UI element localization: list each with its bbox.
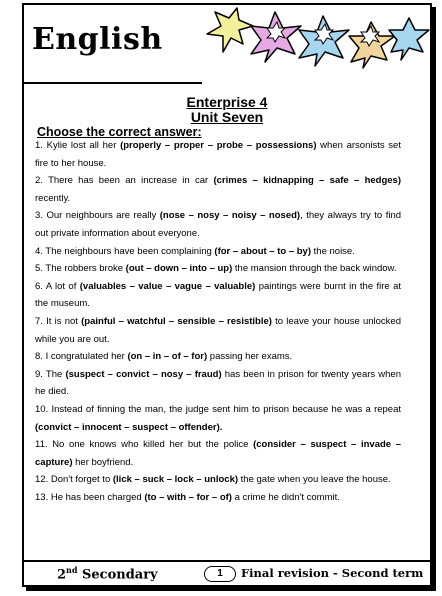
question-item bbox=[35, 243, 401, 261]
question-item bbox=[35, 348, 401, 366]
question-item bbox=[35, 436, 401, 471]
question-item bbox=[35, 401, 401, 436]
question-text-end: the gate when you leave the house. bbox=[238, 474, 391, 486]
question-text: I congratulated her bbox=[45, 351, 128, 363]
question-number: 5. bbox=[35, 263, 43, 275]
question-text-end: to leave your house unlocked while you are out. bbox=[35, 315, 401, 345]
answer-options: (on – in – of – for) bbox=[127, 351, 208, 363]
question-text: Don't forget to bbox=[50, 474, 113, 486]
question-number: 2. bbox=[35, 175, 43, 187]
unit-title: Unit Seven bbox=[190, 109, 264, 125]
question-number: 4. bbox=[35, 245, 43, 257]
question-text: The robbers broke bbox=[45, 263, 126, 275]
question-item bbox=[35, 172, 401, 207]
question-number: 11. bbox=[35, 439, 48, 451]
star-icon bbox=[389, 18, 429, 60]
question-text-end: passing her exams. bbox=[207, 351, 293, 363]
question-number: 6. bbox=[35, 280, 43, 292]
term-label: Final revision - Second term bbox=[241, 566, 424, 580]
answer-options: (to – with – for – of) bbox=[144, 491, 232, 503]
question-text: There has been an increase in car bbox=[48, 175, 214, 187]
question-text: A lot of bbox=[45, 280, 80, 292]
answer-options: (nose – nosy – noisy – nosed) bbox=[159, 210, 301, 222]
answer-options: (properly – proper – probe – possessions) bbox=[120, 140, 317, 151]
question-number: 1. bbox=[35, 140, 43, 151]
question-text: He has been charged bbox=[50, 491, 145, 503]
answer-options: (painful – watchful – sensible – resistible) bbox=[81, 315, 272, 327]
question-list bbox=[35, 137, 401, 506]
star-icon bbox=[207, 8, 253, 52]
question-item bbox=[35, 260, 401, 278]
question-text: The bbox=[45, 368, 66, 380]
question-text-end: , they always try to find out private information about everyone. bbox=[35, 210, 402, 239]
question-text-end: her boyfriend. bbox=[72, 456, 134, 468]
question-item bbox=[35, 489, 401, 507]
answer-options: (suspect – convict – nosy – fraud) bbox=[65, 368, 222, 380]
question-number: 13. bbox=[35, 491, 49, 503]
question-item bbox=[35, 278, 401, 313]
question-number: 3. bbox=[35, 210, 43, 222]
question-item bbox=[35, 366, 401, 401]
answer-options: (consider – suspect – invade – capture) bbox=[35, 439, 402, 468]
question-item bbox=[35, 137, 401, 172]
header-divider bbox=[22, 82, 202, 84]
question-text-end: recently. bbox=[35, 192, 71, 204]
book-title: Enterprise 4 bbox=[186, 94, 268, 110]
question-text-end: paintings were burnt in the fire at the museum. bbox=[35, 280, 402, 310]
stars-decoration bbox=[195, 6, 435, 86]
page-number: 1 bbox=[204, 566, 236, 582]
grade-label: 2nd Secondary bbox=[57, 565, 158, 583]
question-number: 12. bbox=[35, 474, 49, 486]
question-text: Our neighbours are really bbox=[46, 210, 160, 222]
question-text: It is not bbox=[46, 315, 82, 327]
answer-options: (convict – innocent – suspect – offender). bbox=[35, 421, 223, 433]
question-number: 9. bbox=[35, 368, 43, 380]
brand-title: English bbox=[32, 22, 163, 57]
question-number: 7. bbox=[35, 315, 43, 327]
answer-options: (lick – suck – lock – unlock) bbox=[112, 474, 239, 486]
footer-divider bbox=[22, 560, 432, 562]
answer-options: (out – down – into – up) bbox=[125, 263, 233, 275]
question-text: The neighbours have been complaining bbox=[45, 245, 215, 257]
question-text-end: a crime he didn't commit. bbox=[231, 491, 340, 503]
answer-options: (for – about – to – by) bbox=[214, 245, 312, 257]
question-number: 10. bbox=[35, 403, 49, 415]
question-item bbox=[35, 207, 401, 242]
question-item bbox=[35, 471, 401, 489]
question-item bbox=[35, 313, 401, 348]
question-text-end: when arsonists set fire to her house. bbox=[35, 140, 401, 169]
question-number: 8. bbox=[35, 351, 43, 363]
answer-options: (crimes – kidnapping – safe – hedges) bbox=[213, 175, 401, 187]
question-text: Instead of finning the man, the judge sent him to prison because he was a repeat bbox=[51, 403, 402, 415]
question-text: No one knows who killed her but the police bbox=[52, 439, 254, 451]
answer-options: (valuables – value – vague – valuable) bbox=[79, 280, 256, 292]
question-text-end: the mansion through the back window. bbox=[232, 263, 397, 275]
question-text: Kylie lost all her bbox=[46, 140, 121, 151]
instruction-heading: Choose the correct answer: bbox=[37, 125, 202, 139]
question-text-end: the noise. bbox=[311, 245, 355, 257]
question-text-end: has been in prison for twenty years when he died. bbox=[35, 368, 401, 398]
